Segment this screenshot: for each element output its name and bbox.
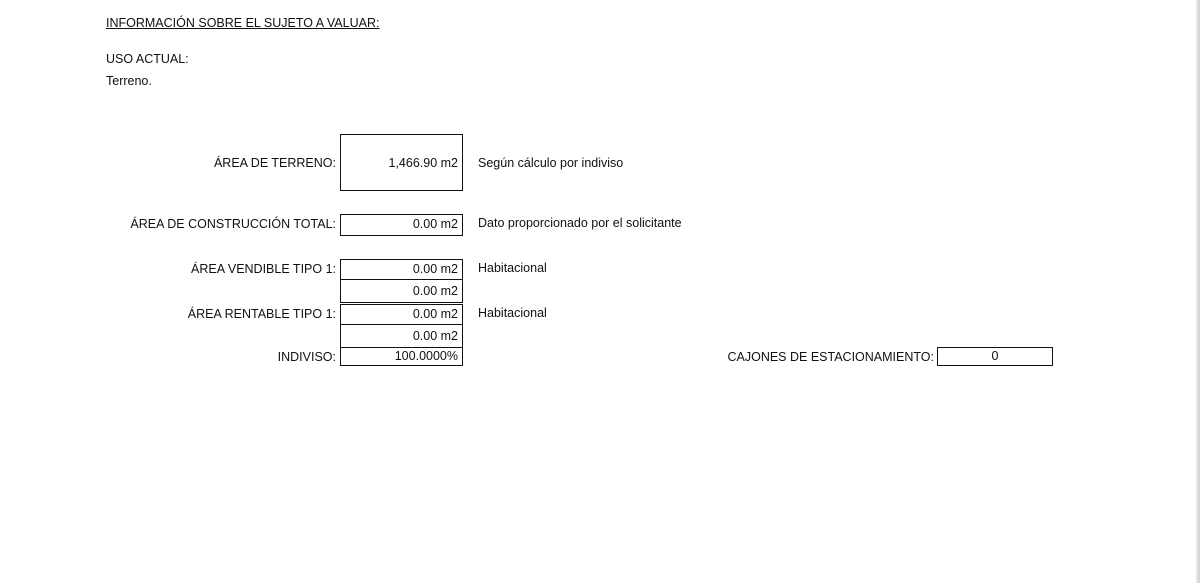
area-construccion-label: ÁREA DE CONSTRUCCIÓN TOTAL: (130, 217, 336, 231)
area-vendible-value: 0.00 m2 (412, 262, 458, 276)
area-rentable-value: 0.00 m2 (412, 307, 458, 321)
indiviso-value: 100.0000% (394, 349, 458, 363)
area-vendible-label: ÁREA VENDIBLE TIPO 1: (191, 262, 336, 276)
cajones-value: 0 (991, 349, 999, 363)
cajones-label: CAJONES DE ESTACIONAMIENTO: (727, 350, 934, 364)
area-terreno-label: ÁREA DE TERRENO: (213, 156, 336, 170)
area-terreno-value: 1,466.90 m2 (388, 156, 458, 170)
area-rentable-label: ÁREA RENTABLE TIPO 1: (187, 307, 336, 321)
area-construccion-note: Dato proporcionado por el solicitante (478, 216, 682, 230)
uso-actual-label: USO ACTUAL: (106, 52, 189, 66)
area-construccion-value: 0.00 m2 (412, 217, 458, 231)
area-rentable-value-2: 0.00 m2 (412, 329, 458, 343)
area-rentable-note: Habitacional (478, 306, 547, 320)
area-terreno-note: Según cálculo por indiviso (478, 156, 624, 170)
uso-actual-value: Terreno. (106, 74, 152, 88)
area-vendible-value-2: 0.00 m2 (412, 284, 458, 298)
section-title: INFORMACIÓN SOBRE EL SUJETO A VALUAR: (106, 16, 380, 30)
indiviso-label: INDIVISO: (277, 350, 336, 364)
page-edge (1196, 0, 1200, 583)
area-vendible-note: Habitacional (478, 261, 547, 275)
